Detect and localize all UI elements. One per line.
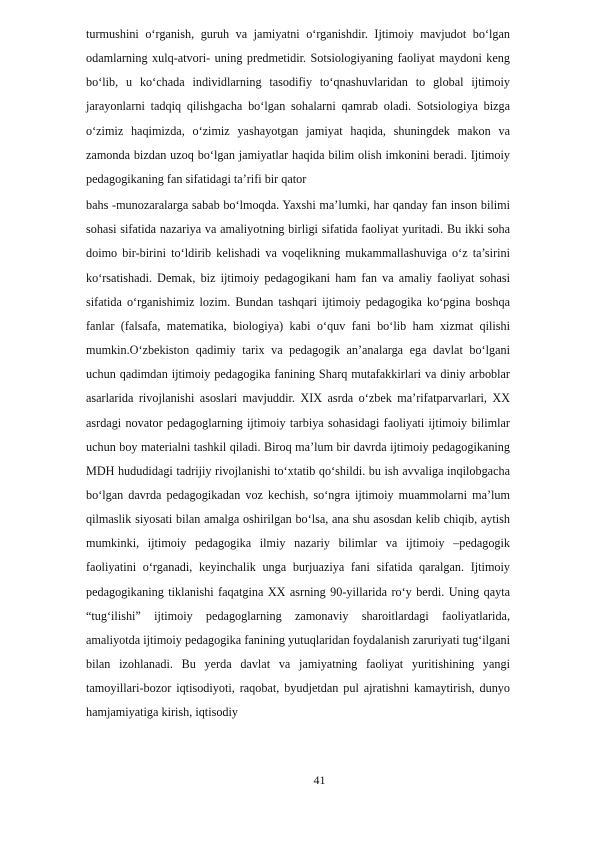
document-body (86, 22, 510, 725)
paragraph-2: bahs -munozaralarga sabab bo‘lmoqda. Yaxshi ma’lumki, har qanday fan inson bilimi sohasi sifatida nazariya va amaliyotning birligi sifatida faoliyat yuritadi. Bu ikki soha doimo bir-birini to‘ldirib kelishadi va voqelikning mukammallashuviga o‘z ta’sirini ko‘rsatishadi. Demak, biz ijtimoiy pedagogikani ham fan va amaliy faoliyat sohasi sifatida o‘rganishimiz lozim. Bundan tashqari ijtimoiy pedagogika ko‘pgina boshqa fanlar (falsafa, matematika, biologiya) kabi o‘quv fani bo‘lib ham xizmat qilishi mumkin.O‘zbekiston qadimiy tarix va pedagogik an’analarga ega davlat bo‘lgani uchun qadimdan ijtimoiy pedagogika fanining Sharq mutafakkirlari va diniy arboblar asarlarida rivojlanishi asoslari mavjuddir. XIX asrda o‘zbek ma’rifatparvarlari, XX asrdagi novator pedagoglarning ijtimoiy tarbiya sohasidagi faoliyati ijtimoiy bilimlar uchun boy materialni tashkil qiladi. Biroq ma’lum bir davrda ijtimoiy pedagogikaning MDH hududidagi tadrijiy rivojlanishi to‘xtatib qo‘shildi. bu ish avvaliga inqilobgacha bo‘lgan davrda pedagogikadan voz kechish, so‘ngra ijtimoiy muammolarni ma’lum qilmaslik siyosati bilan amalga oshirilgan bo‘lsa, ana shu asosdan kelib chiqib, aytish mumkinki, ijtimoiy pedagogika ilmiy nazariy bilimlar va ijtimoiy –pedagogik faoliyatini o‘rganadi, keyinchalik unga burjuaziya fani sifatida qaralgan. Ijtimoiy pedagogikaning tiklanishi faqatgina XX asrning 90-yillarida ro‘y berdi. Uning qayta “tug‘ilishi” ijtimoiy pedagoglarning zamonaviy sharoitlardagi faoliyatlarida, amaliyotda ijtimoiy pedagogika fanining yutuqlaridan foydalanish zaruriyati tug‘ilgani bilan izohlanadi. Bu yerda davlat va jamiyatning faoliyat yuritishining yangi tamoyillari-bozor iqtisodiyoti, raqobat, byudjetdan pul ajratishni kamaytirish, dunyo hamjamiyatiga kirish, iqtisodiy (86, 198, 510, 720)
page-number: 41 (313, 773, 326, 787)
paragraph-1: turmushini o‘rganish, guruh va jamiyatni o‘rganishdir. Ijtimoiy mavjudot bo‘lgan odamlarning xulq-atvori- uning predmetidir. Sotsiologiyaning faoliyat maydoni keng bo‘lib, u ko‘chada individlarning tasodifiy to‘qnashuvlaridan to global ijtimoiy jarayonlarni tadqiq qilishgacha bo‘lgan sohalarni qamrab oladi. Sotsiologiya bizga o‘zimiz haqimizda, o‘zimiz yashayotgan jamiyat haqida, shuningdek makon va zamonda bizdan uzoq bo‘lgan jamiyatlar haqida bilim olish imkonini beradi. Ijtimoiy pedagogikaning fan sifatidagi ta’rifi bir qator (86, 27, 510, 186)
